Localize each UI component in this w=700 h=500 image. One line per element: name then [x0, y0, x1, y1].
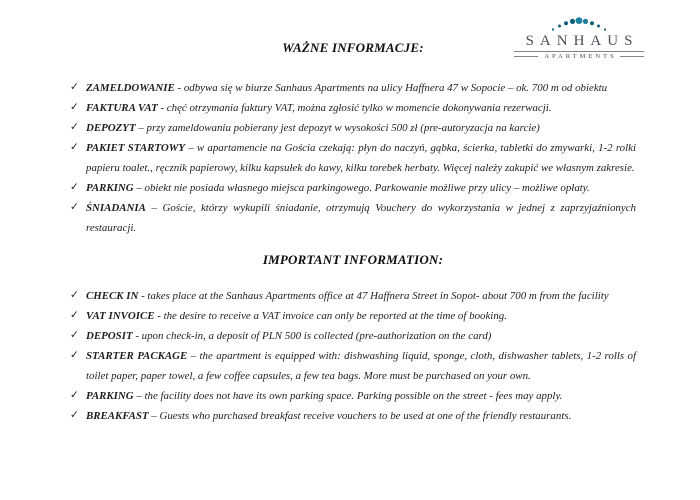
document-content [70, 40, 636, 426]
item-text: - odbywa się w biurze Sanhaus Apartments na ulicy Haffnera 47 w Sopocie – ok. 700 m od obiektu [174, 82, 608, 94]
item-body [86, 406, 636, 426]
item-term: ZAMELDOWANIE [86, 82, 175, 94]
item-text: – the facility does not have its own parking space. Parking possible on the street - fees may apply. [133, 390, 563, 402]
item-text: - takes place at the Sanhaus Apartments office at 47 Haffnera Street in Sopot- about 700 m from the facility [138, 290, 609, 302]
checkmark-icon: ✓ [70, 410, 79, 421]
item-text: – Goście, którzy wykupili śniadanie, otrzymują Vouchery do wykorzystania w jednej z zaprzyjaźnionych restauracji. [86, 202, 636, 234]
item-body [86, 78, 636, 98]
item-term: DEPOSIT [86, 330, 133, 342]
section-title-english: IMPORTANT INFORMATION: [262, 252, 444, 267]
item-term: FAKTURA VAT [86, 102, 158, 114]
item-body [86, 386, 636, 406]
checkmark-icon: ✓ [70, 330, 79, 341]
item-body [86, 286, 636, 306]
item-body [86, 326, 636, 346]
section-title-polish: WAŻNE INFORMACJE: [282, 40, 424, 55]
item-text: - chęć otrzymania faktury VAT, można zgłosić tylko w momencie dokonywania rezerwacji. [157, 102, 552, 114]
section-english [70, 252, 636, 426]
info-list-polish [70, 78, 636, 238]
item-text: – w apartamencie na Gościa czekają: płyn do naczyń, gąbka, ścierka, tabletki do zmywarki, 1-2 rolki papieru toalet., ręcznik papierowy, kilku kapsułek do kawy, kilku torebek herbaty. Więcej należy zakupić we własnym zakresie. [86, 142, 636, 174]
list-item [70, 178, 636, 198]
item-body [86, 306, 636, 326]
item-text: – Guests who purchased breakfast receive vouchers to be used at one of the friendly restaurants. [148, 410, 572, 422]
item-term: CHECK IN [86, 290, 139, 302]
item-body [86, 346, 636, 386]
checkmark-icon: ✓ [70, 350, 79, 361]
item-body [86, 118, 636, 138]
checkmark-icon: ✓ [70, 390, 79, 401]
list-item [70, 286, 636, 306]
list-item [70, 98, 636, 118]
list-item [70, 406, 636, 426]
item-term: ŚNIADANIA [86, 202, 146, 214]
list-item [70, 198, 636, 238]
list-item [70, 78, 636, 98]
list-item [70, 118, 636, 138]
list-item [70, 346, 636, 386]
list-item [70, 326, 636, 346]
checkmark-icon: ✓ [70, 122, 79, 133]
item-term: PARKING [86, 390, 134, 402]
checkmark-icon: ✓ [70, 142, 79, 153]
item-body [86, 98, 636, 118]
logo-arc-dots-icon [516, 13, 642, 33]
item-body [86, 138, 636, 178]
checkmark-icon: ✓ [70, 290, 79, 301]
logo-subtitle: APARTMENTS [544, 53, 617, 60]
checkmark-icon: ✓ [70, 82, 79, 93]
checkmark-icon: ✓ [70, 310, 79, 321]
item-text: – the apartment is equipped with: dishwashing liquid, sponge, cloth, dishwasher tablets, 1-2 rolls of toilet paper, paper towel, a few coffee capsules, a few tea bags. More must be purchased on your own. [86, 350, 636, 382]
checkmark-icon: ✓ [70, 202, 79, 213]
list-item [70, 386, 636, 406]
list-item [70, 306, 636, 326]
section-polish [70, 40, 636, 238]
item-text: - the desire to receive a VAT invoice can only be reported at the time of booking. [154, 310, 507, 322]
item-term: PAKIET STARTOWY [86, 142, 186, 154]
item-term: DEPOZYT [86, 122, 136, 134]
item-body [86, 178, 636, 198]
checkmark-icon: ✓ [70, 102, 79, 113]
item-term: BREAKFAST [86, 410, 149, 422]
checkmark-icon: ✓ [70, 182, 79, 193]
item-text: – przy zameldowaniu pobierany jest depozyt w wysokości 500 zł (pre-autoryzacja na karcie) [135, 122, 540, 134]
info-list-english [70, 286, 636, 426]
item-text: - upon check-in, a deposit of PLN 500 is collected (pre-authorization on the card) [132, 330, 492, 342]
item-text: – obiekt nie posiada własnego miejsca parkingowego. Parkowanie możliwe przy ulicy – możliwe opłaty. [133, 182, 590, 194]
item-body [86, 198, 636, 238]
item-term: STARTER PACKAGE [86, 350, 188, 362]
item-term: VAT INVOICE [86, 310, 155, 322]
list-item [70, 138, 636, 178]
logo-brand-name: SANHAUS [525, 33, 639, 49]
item-term: PARKING [86, 182, 134, 194]
